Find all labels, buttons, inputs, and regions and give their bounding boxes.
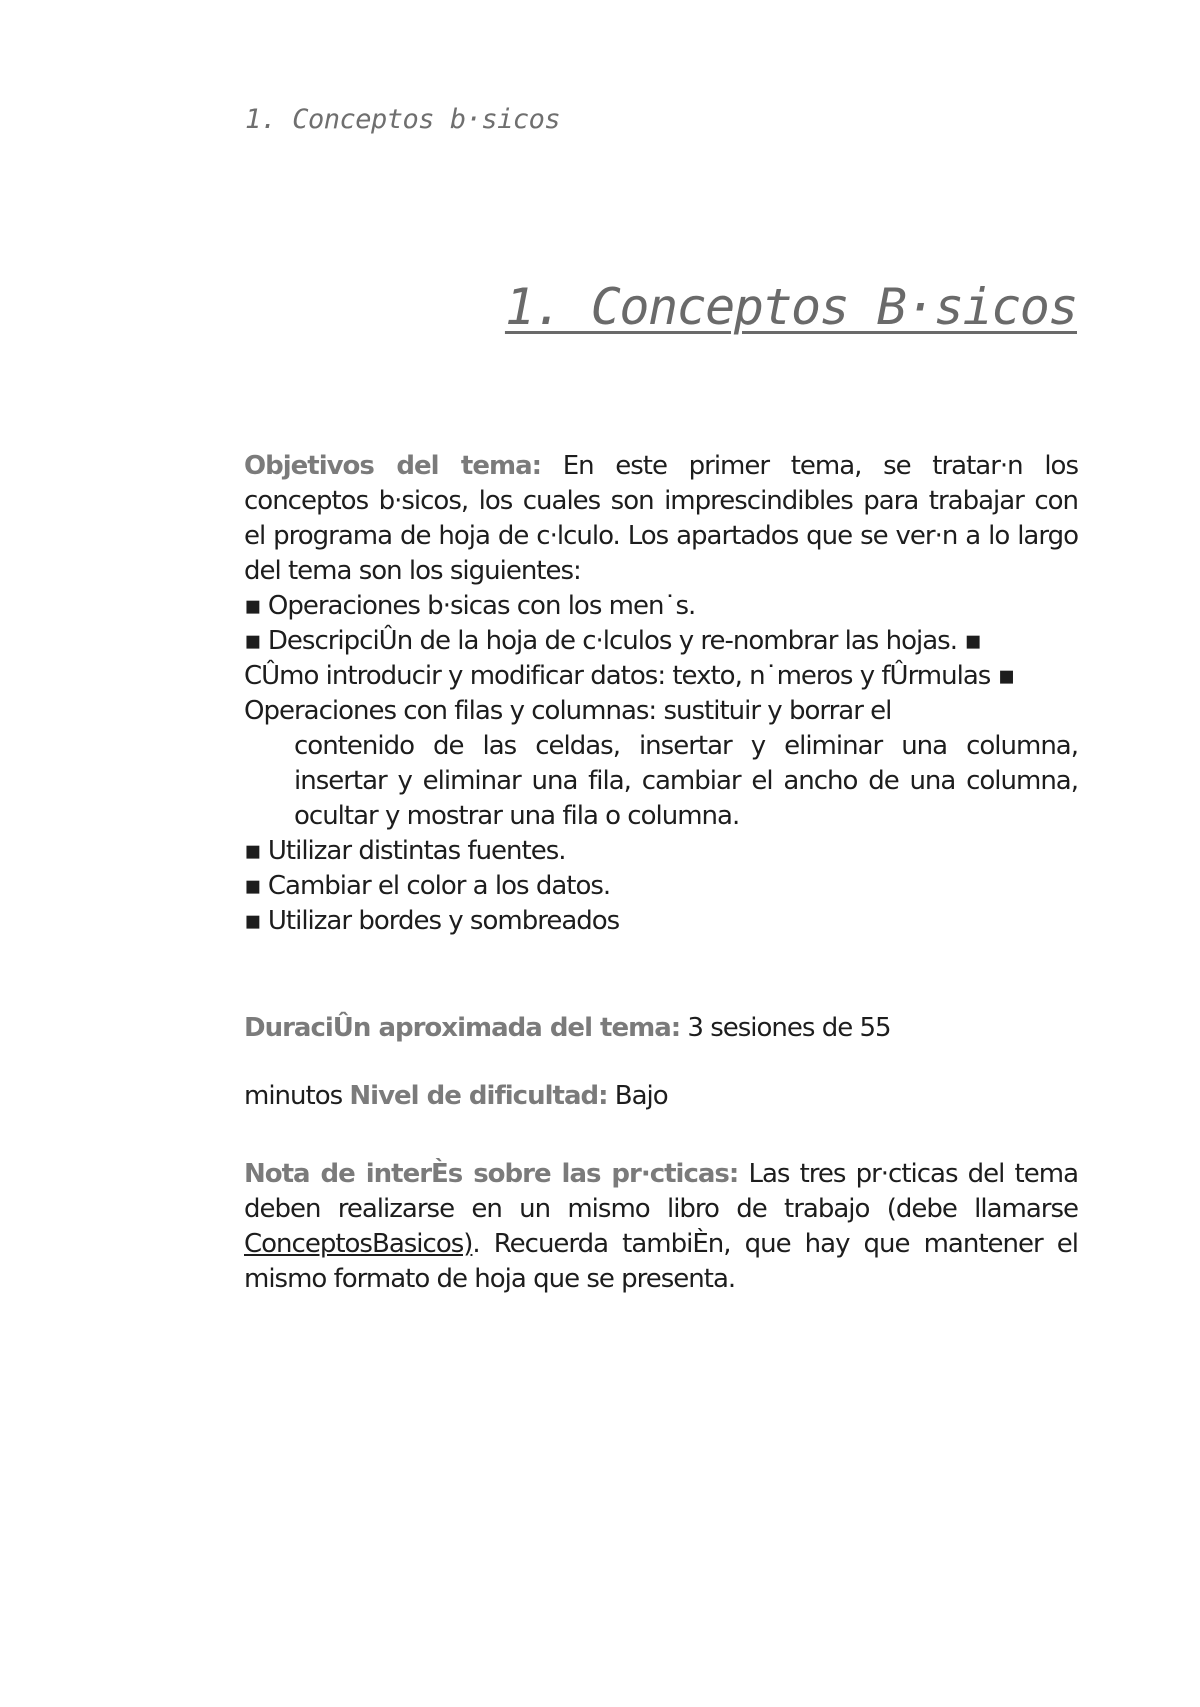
difficulty-value: Bajo — [614, 1081, 668, 1111]
objective-item: Operaciones con filas y columnas: sustituir y borrar el — [244, 696, 892, 726]
note-paragraph — [244, 1157, 1078, 1297]
objectives-section — [244, 449, 1078, 939]
difficulty-line — [244, 1079, 1078, 1114]
note-text-after: . Recuerda tambiÈn, que hay que mantener el mismo formato de hoja que se presenta. — [244, 1229, 1078, 1294]
duration-value: 3 sesiones de 55 — [687, 1013, 891, 1043]
note-text-before: Las tres pr·cticas del tema deben realizarse en un mismo libro de trabajo (debe llamarse — [244, 1159, 1079, 1224]
running-header: 1. Conceptos b·sicos — [245, 104, 561, 135]
objective-item: ▪ Utilizar distintas fuentes. — [244, 836, 566, 866]
objective-item-continuation: contenido de las celdas, insertar y eliminar una columna, insertar y eliminar una fila, cambiar el ancho de una columna, ocultar y mostrar una fila o columna. — [294, 731, 1078, 831]
chapter-title: 1. Conceptos B·sicos — [504, 278, 1077, 336]
difficulty-prefix: minutos — [244, 1081, 343, 1111]
objective-item: ▪ DescripciÛn de la hoja de c·lculos y re-nombrar las hojas. ▪ — [244, 626, 981, 656]
duration-line — [244, 1011, 1078, 1046]
note-label: Nota de interÈs sobre las pr·cticas: — [244, 1159, 739, 1189]
objective-item: CÛmo introducir y modificar datos: texto, n˙meros y fÛrmulas ▪ — [244, 661, 1015, 691]
difficulty-label: Nivel de dificultad: — [349, 1081, 608, 1111]
objectives-intro-text: En este primer tema, se tratar·n los conceptos b·sicos, los cuales son imprescindibles para trabajar con el programa de hoja de c·lculo. Los apartados que se ver·n a lo largo del tema son los siguientes: — [244, 451, 1078, 586]
duration-label: DuraciÛn aproximada del tema: — [244, 1013, 681, 1043]
objective-item: ▪ Operaciones b·sicas con los men˙s. — [244, 591, 696, 621]
objective-item: ▪ Utilizar bordes y sombreados — [244, 906, 620, 936]
objectives-label: Objetivos del tema: — [244, 451, 542, 481]
objectives-intro-paragraph — [244, 449, 1078, 589]
workbook-name-link[interactable]: ConceptosBasicos) — [244, 1229, 473, 1259]
objective-item: ▪ Cambiar el color a los datos. — [244, 871, 611, 901]
